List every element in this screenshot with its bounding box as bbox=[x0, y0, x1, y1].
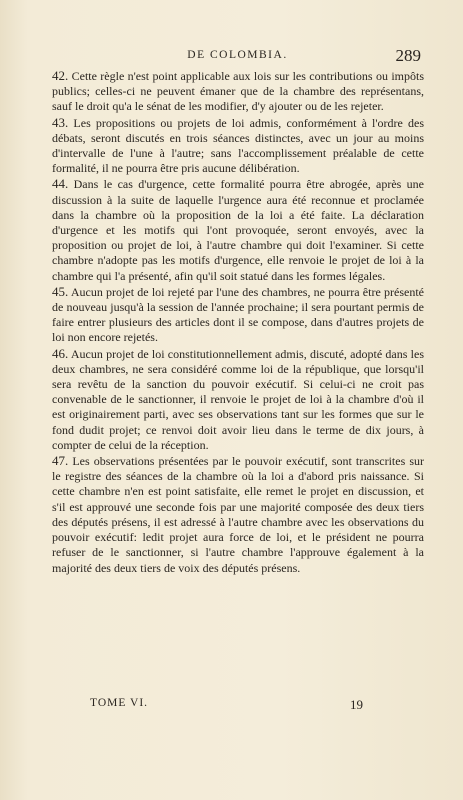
article-45 bbox=[52, 284, 424, 346]
volume-label: TOME VI. bbox=[90, 697, 149, 709]
article-text: Les observations présentées par le pouvoir exécutif, sont transcrites sur le registre des séances de la chambre où la loi a d'abord pris naissance. Si cette chambre n'en est point satisfaite, elle remet le projet en discussion, et s'il est approuvé une seconde fois par une majorité composée des deux tiers des députés présens, il est adressé à l'autre chambre avec les observations du pouvoir exécutif: ledit projet aura force de loi, et le président ne pourra refuser de le sanctionner, si l'autre chambre l'approuve également à la majorité des deux tiers de voix des députés présens. bbox=[52, 454, 424, 575]
page-header bbox=[52, 46, 423, 66]
page-body bbox=[52, 68, 424, 576]
article-44 bbox=[52, 176, 424, 283]
article-number: 47. bbox=[52, 453, 69, 469]
article-47 bbox=[52, 453, 424, 576]
article-text: Cette règle n'est point applicable aux lois sur les contributions ou impôts publics; celles-ci ne peuvent émaner que de la chambre des représentans, sauf le droit qu'a le sénat de les modifier, d'y ajouter ou de les rejeter. bbox=[52, 69, 424, 114]
article-text: Aucun projet de loi rejeté par l'une des chambres, ne pourra être présenté de nouveau jusqu'à la session de l'année prochaine; il sera pourtant permis de faire entrer plusieurs des articles dont il se compose, dans d'autres projets de loi non encore rejetés. bbox=[52, 284, 424, 345]
article-text: Aucun projet de loi constitutionnellement admis, discuté, adopté dans les deux chambres, ne sera considéré comme loi de la république, que lorsqu'il sera revêtu de la sanction du pouvoir exécutif. Si celui-ci ne croit pas convenable de le sanctionner, il renvoie le projet de loi à la chambre d'où il est originairement parti, avec ses observations tant sur les formes que sur le fond dudit projet; ce renvoi doit avoir lieu dans le terme de dix jours, à compter de celui de la réception. bbox=[52, 346, 424, 452]
article-text: Dans le cas d'urgence, cette formalité pourra être abrogée, après une discussion à la suite de laquelle l'urgence aura été reconnue et proclamée dans la chambre où la proposition de la loi a été faite. La déclaration d'urgence et les motifs qui l'ont provoquée, seront envoyés, avec la proposition ou projet de loi, à l'autre chambre qui doit l'examiner. Si cette chambre n'adopte pas les motifs d'urgence, elle renvoie le projet de loi à la chambre qui l'a présenté, afin qu'il soit statué dans les formes légales. bbox=[52, 177, 425, 283]
article-46 bbox=[52, 346, 424, 453]
article-number: 46. bbox=[52, 345, 69, 361]
article-number: 45. bbox=[52, 283, 69, 299]
running-title: DE COLOMBIA. bbox=[187, 49, 288, 61]
article-text: Les propositions ou projets de loi admis, conformément à l'ordre des débats, seront discutés en trois séances distinctes, avec un jour au moins d'intervalle de l'une à l'autre; sans l'accomplissement préalable de cette formalité, il ne pourra être pris aucune délibération. bbox=[52, 115, 425, 176]
page-footer bbox=[52, 697, 424, 715]
article-42 bbox=[52, 68, 424, 115]
article-number: 42. bbox=[52, 68, 69, 83]
article-number: 44. bbox=[52, 176, 69, 192]
article-43 bbox=[52, 115, 424, 177]
page-number: 289 bbox=[395, 46, 421, 65]
article-number: 43. bbox=[52, 114, 69, 130]
signature-mark: 19 bbox=[350, 697, 363, 712]
